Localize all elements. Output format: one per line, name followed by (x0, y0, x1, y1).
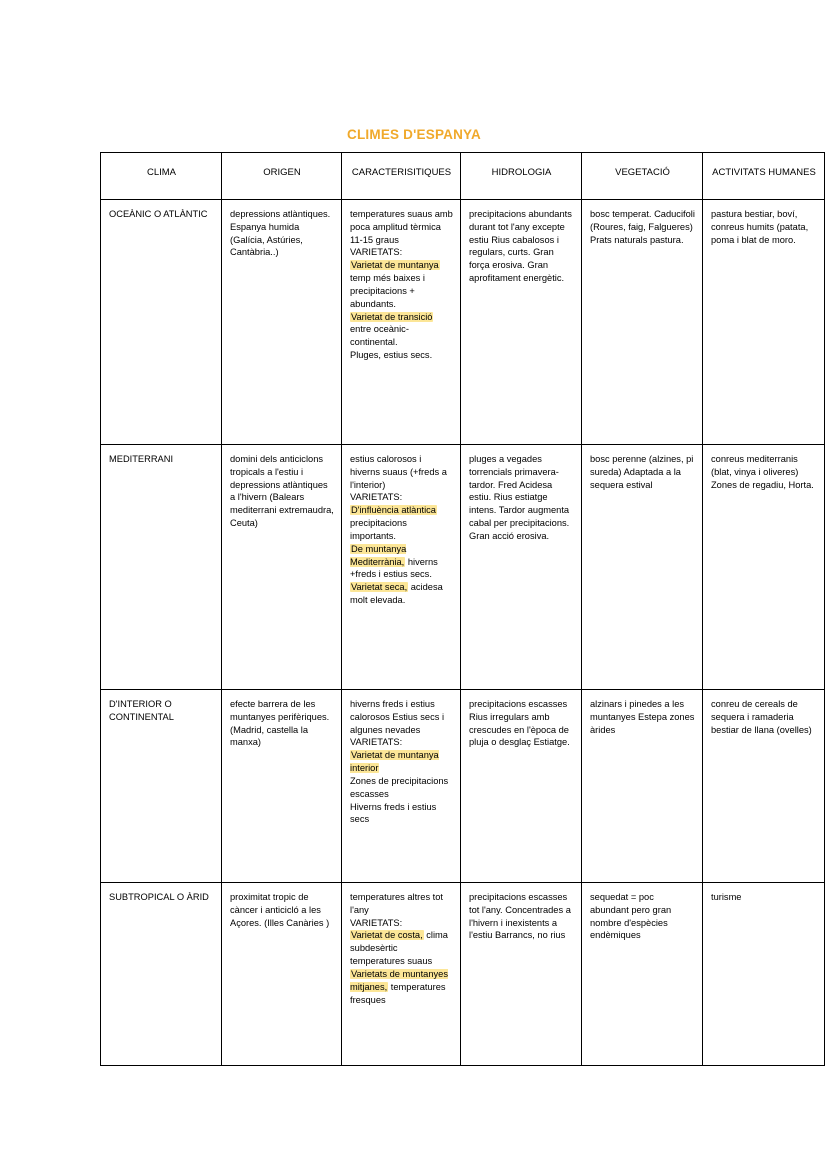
text-run: Zones de precipitacions escasses (350, 775, 449, 799)
text-run: acidesa molt elevada. (350, 582, 443, 606)
text-run: entre oceànic-continental. (350, 324, 409, 348)
column-header-origen: ORIGEN (222, 153, 342, 200)
highlighted-text: De muntanya Mediterrània, (350, 543, 407, 567)
highlighted-text: Varietat de muntanya (351, 260, 439, 271)
text-run: VARIETATS: (350, 917, 403, 928)
cell-clima: SUBTROPICAL O ÀRID (101, 883, 222, 1066)
column-header-vegetacio: VEGETACIÓ (582, 153, 703, 200)
table-row (101, 200, 825, 445)
table-row (101, 883, 825, 1066)
column-header-activitats-humanes: ACTIVITATS HUMANES (703, 153, 825, 200)
text-run: Hiverns freds i estius secs (350, 801, 437, 825)
highlighted-text: Varietat de costa, (351, 930, 423, 941)
cell-activitats: conreus mediterranis (blat, vinya i oliveres) Zones de regadiu, Horta. (703, 445, 825, 690)
cell-vegetacio: alzinars i pinedes a les muntanyes Estepa zones àrides (582, 690, 703, 883)
column-header-clima: CLIMA (101, 153, 222, 200)
climates-table (100, 152, 825, 1066)
text-run: precipitacions importants. (350, 518, 407, 541)
cell-clima: MEDITERRANI (101, 445, 222, 690)
cell-caracteristiques (342, 445, 461, 690)
highlighted-text: Varietat de muntanya interior (350, 750, 439, 774)
text-run: clima subdesèrtic temperatures suaus (350, 930, 448, 967)
table-body (101, 200, 825, 1066)
cell-origen: depressions atlàntiques. Espanya humida (Galícia, Astúries, Cantàbria..) (222, 200, 342, 445)
cell-hidrologia: pluges a vegades torrencials primavera-tardor. Fred Acidesa estiu. Rius estiatge intens. Tardor augmenta cabal per precipitacions. Gran acció erosiva. (461, 445, 582, 690)
column-header-caracteristiques: CARACTERISITIQUES (342, 153, 461, 200)
highlighted-text: D'influència atlàntica (351, 505, 436, 516)
cell-clima: OCEÀNIC O ATLÀNTIC (101, 200, 222, 445)
text-run: VARIETATS: (350, 247, 403, 258)
text-run: hiverns +freds i estius secs. (350, 556, 438, 580)
text-run: VARIETATS: (350, 737, 403, 748)
text-run: estius calorosos i hiverns suaus (+freds a l'interior) (350, 454, 447, 490)
cell-clima: D'INTERIOR O CONTINENTAL (101, 690, 222, 883)
cell-caracteristiques (342, 690, 461, 883)
text-run: hiverns freds i estius calorosos Estius secs i algunes nevades (350, 699, 445, 735)
cell-hidrologia: precipitacions escasses tot l'any. Concentrades a l'hivern i inexistents a l'estiu Barrancs, no rius (461, 883, 582, 1066)
table-header-row (101, 153, 825, 200)
text-run: Pluges, estius secs. (350, 350, 433, 361)
cell-hidrologia: precipitacions escasses Rius irregulars amb crescudes en l'època de pluja o desglaç Estiatge. (461, 690, 582, 883)
cell-vegetacio: bosc temperat. Caducifoli (Roures, faig, Falgueres) Prats naturals pastura. (582, 200, 703, 445)
cell-activitats: pastura bestiar, boví, conreus humits (patata, poma i blat de moro. (703, 200, 825, 445)
text-run: VARIETATS: (350, 492, 403, 503)
cell-hidrologia: precipitacions abundants durant tot l'any excepte estiu Rius cabalosos i regulars, curts. Gran força erosiva. Gran aprofitament energètic. (461, 200, 582, 445)
table-row (101, 445, 825, 690)
text-run: temperatures suaus amb poca amplitud tèrmica 11-15 graus (350, 209, 453, 245)
cell-vegetacio: sequedat = poc abundant pero gran nombre d'espècies endèmiques (582, 883, 703, 1066)
table-row (101, 690, 825, 883)
text-run: temperatures altres tot l'any (350, 892, 444, 915)
cell-vegetacio: bosc perenne (alzines, pi sureda) Adaptada a la sequera estival (582, 445, 703, 690)
table-header (101, 153, 825, 200)
highlighted-text: Varietat de transició (351, 311, 433, 322)
cell-caracteristiques (342, 200, 461, 445)
text-run: temperatures fresques (350, 981, 446, 1005)
cell-origen: proximitat tropic de càncer i anticicló a les Açores. (Illes Canàries ) (222, 883, 342, 1066)
highlighted-text: Varietat seca, (351, 582, 408, 593)
cell-origen: efecte barrera de les muntanyes perifèriques. (Madrid, castella la manxa) (222, 690, 342, 883)
highlighted-text: Varietats de muntanyes mitjanes, (350, 968, 448, 992)
page-title: CLIMES D'ESPANYA (347, 127, 481, 142)
text-run: temp més baixes i precipitacions + abundants. (350, 273, 425, 309)
cell-origen: domini dels anticiclons tropicals a l'estiu i depressions atlàntiques a l'hivern (Balears mediterrani extremaudra, Ceuta) (222, 445, 342, 690)
cell-activitats: conreu de cereals de sequera i ramaderia bestiar de llana (ovelles) (703, 690, 825, 883)
cell-activitats: turisme (703, 883, 825, 1066)
column-header-hidrologia: HIDROLOGIA (461, 153, 582, 200)
cell-caracteristiques (342, 883, 461, 1066)
